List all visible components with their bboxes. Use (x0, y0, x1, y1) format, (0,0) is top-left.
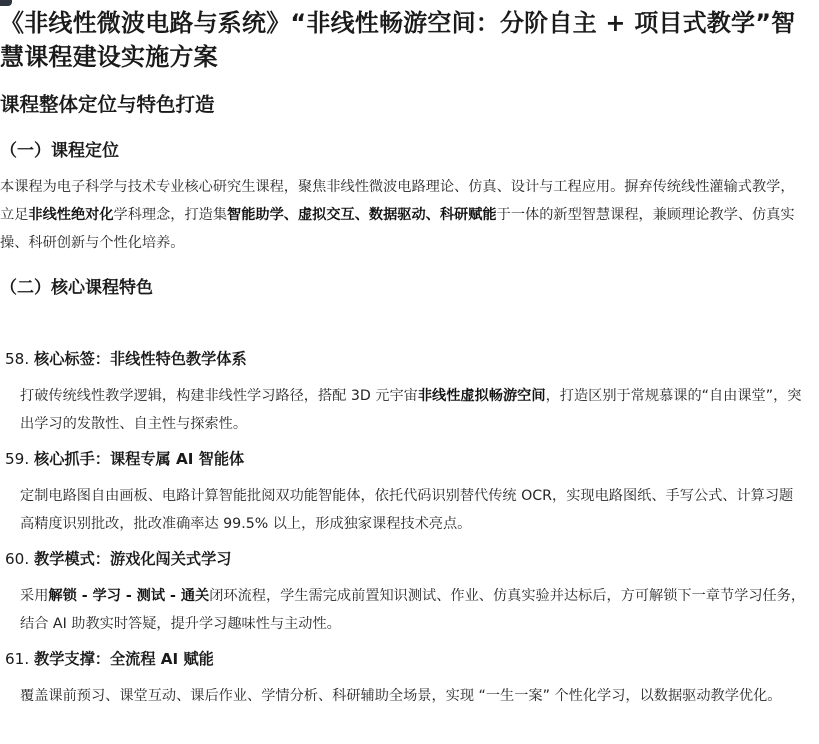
list-item-heading (5, 446, 244, 472)
paragraph-bold-text: 智能助学、虚拟交互、数据驱动、科研赋能 (227, 207, 497, 223)
list-item-heading (5, 346, 247, 372)
list-item-body (20, 482, 806, 538)
list-item-body (20, 582, 806, 638)
subsection-heading-course-positioning: （一）课程定位 (0, 141, 119, 161)
list-item-number: 61. (5, 650, 30, 668)
list-item-text: 定制电路图自由画板、电路计算智能批阅双功能智能体，依托代码识别替代传统 OCR，实现电路图纸、手写公式、计算习题高精度识别批改，批改准确率达 99.5% 以上，形成独家课程技术亮点。 (20, 488, 794, 532)
list-item-text: 打破传统线性教学逻辑，构建非线性学习路径，搭配 3D 元宇宙 (20, 388, 418, 404)
list-item-heading (5, 546, 231, 572)
list-item-text: ，打造区别于常规慕课的“自由课堂”，突出学习的发散性、自主性与探索性。 (20, 388, 802, 432)
list-item-bold-text: 解锁 - 学习 - 测试 - 通关 (48, 588, 210, 604)
list-item-bold-text: 非线性虚拟畅游空间 (417, 388, 546, 404)
document-title: 《非线性微波电路与系统》“非线性畅游空间：分阶自主 + 项目式教学”智慧课程建设实施方案 (0, 9, 796, 71)
list-item-title: 教学模式：游戏化闯关式学习 (34, 550, 232, 568)
list-item-text: 闭环流程，学生需完成前置知识测试、作业、仿真实验并达标后，方可解锁下一章节学习任务，结合 AI 助教实时答疑，提升学习趣味性与主动性。 (20, 588, 806, 632)
paragraph-bold-text: 非线性绝对化 (28, 207, 114, 223)
list-item-title: 教学支撑：全流程 AI 赋能 (34, 650, 214, 668)
list-item-text: 采用 (20, 588, 49, 604)
paragraph-text: 于一体的新型智慧课程，兼顾理论教学、仿真实操、科研创新与个性化培养。 (0, 207, 795, 251)
list-item-text: 覆盖课前预习、课堂互动、课后作业、学情分析、科研辅助全场景，实现 “一生一案” 个性化学习，以数据驱动教学优化。 (20, 688, 782, 704)
course-positioning-paragraph (0, 173, 806, 257)
list-item-title: 核心标签：非线性特色教学体系 (34, 350, 247, 368)
list-item-heading (5, 646, 214, 672)
paragraph-text: 学科理念，打造集 (113, 207, 228, 223)
list-item-number: 60. (5, 550, 30, 568)
list-item-number: 58. (5, 350, 30, 368)
list-item-body (20, 682, 806, 710)
list-item-body (20, 382, 806, 438)
subsection-heading-core-features: （二）核心课程特色 (0, 278, 153, 298)
section-heading-positioning: 课程整体定位与特色打造 (0, 93, 215, 116)
paragraph-text: 本课程为电子科学与技术专业核心研究生课程，聚焦非线性微波电路理论、仿真、设计与工程应用。摒弃传统线性灌输式教学，立足 (0, 179, 795, 223)
list-item-title: 核心抓手：课程专属 AI 智能体 (34, 450, 245, 468)
list-item-number: 59. (5, 450, 30, 468)
